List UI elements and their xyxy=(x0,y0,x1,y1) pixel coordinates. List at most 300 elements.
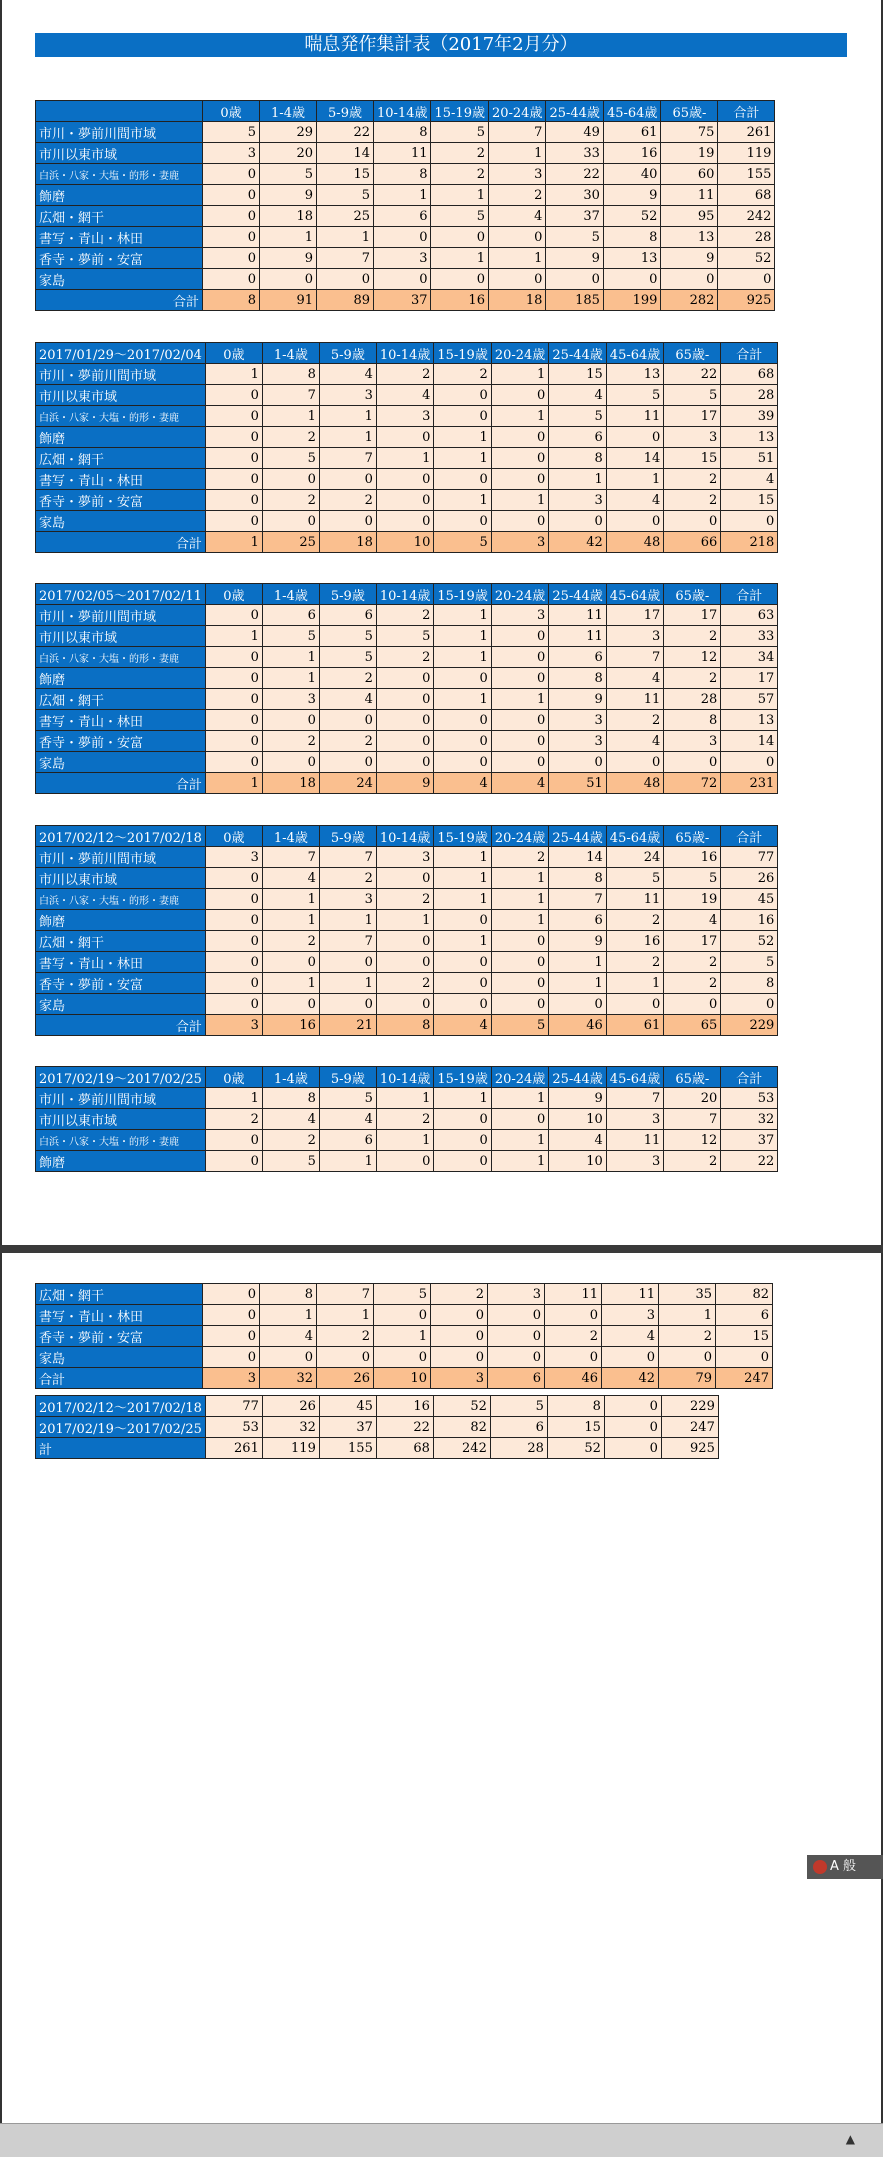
value-cell: 1 xyxy=(376,910,433,931)
value-cell: 14 xyxy=(721,731,778,752)
value-cell: 0 xyxy=(262,994,319,1015)
area-label: 飾磨 xyxy=(36,427,206,448)
value-cell: 6 xyxy=(374,206,431,227)
value-cell: 2 xyxy=(431,143,488,164)
total-cell: 6 xyxy=(488,1368,545,1389)
value-cell: 82 xyxy=(716,1284,773,1305)
value-cell: 0 xyxy=(491,626,548,647)
value-cell: 9 xyxy=(260,185,317,206)
table-row xyxy=(36,952,778,973)
value-cell: 8 xyxy=(603,227,660,248)
value-cell: 2 xyxy=(606,952,663,973)
area-label: 香寺・夢前・安富 xyxy=(36,731,206,752)
value-cell: 0 xyxy=(491,469,548,490)
age-header: 20-24歳 xyxy=(491,826,548,847)
summary-cell: 261 xyxy=(205,1438,262,1459)
total-cell: 4 xyxy=(434,1015,491,1036)
value-cell: 2 xyxy=(431,1284,488,1305)
value-cell: 39 xyxy=(721,406,778,427)
table-row xyxy=(36,710,778,731)
value-cell: 1 xyxy=(491,1151,548,1172)
age-header: 合計 xyxy=(721,826,778,847)
summary-cell: 53 xyxy=(205,1417,262,1438)
value-cell: 0 xyxy=(317,269,374,290)
value-cell: 2 xyxy=(376,647,433,668)
summary-cell: 0 xyxy=(604,1417,661,1438)
value-cell: 0 xyxy=(664,511,721,532)
value-cell: 0 xyxy=(431,269,488,290)
value-cell: 22 xyxy=(664,364,721,385)
value-cell: 0 xyxy=(203,1326,260,1347)
area-label: 書写・青山・林田 xyxy=(36,710,206,731)
table-row xyxy=(36,668,778,689)
summary-row xyxy=(36,1396,719,1417)
value-cell: 0 xyxy=(606,427,663,448)
value-cell: 1 xyxy=(205,1088,262,1109)
value-cell: 10 xyxy=(549,1151,606,1172)
value-cell: 28 xyxy=(721,385,778,406)
value-cell: 3 xyxy=(319,889,376,910)
value-cell: 0 xyxy=(491,427,548,448)
value-cell: 5 xyxy=(374,1284,431,1305)
table-row xyxy=(36,185,775,206)
age-header: 10-14歳 xyxy=(376,1067,433,1088)
value-cell: 0 xyxy=(205,427,262,448)
block-table-1 xyxy=(35,342,778,553)
value-cell: 1 xyxy=(606,973,663,994)
value-cell: 0 xyxy=(376,868,433,889)
table-row xyxy=(36,164,775,185)
value-cell: 0 xyxy=(491,952,548,973)
value-cell: 32 xyxy=(721,1109,778,1130)
value-cell: 77 xyxy=(721,847,778,868)
value-cell: 0 xyxy=(488,227,545,248)
value-cell: 22 xyxy=(546,164,603,185)
value-cell: 0 xyxy=(374,227,431,248)
value-cell: 14 xyxy=(317,143,374,164)
table-row xyxy=(36,889,778,910)
total-cell: 5 xyxy=(491,1015,548,1036)
value-cell: 1 xyxy=(491,889,548,910)
table-row xyxy=(36,731,778,752)
value-cell: 0 xyxy=(664,994,721,1015)
value-cell: 1 xyxy=(376,1088,433,1109)
area-label: 書写・青山・林田 xyxy=(36,227,203,248)
value-cell: 0 xyxy=(434,1109,491,1130)
total-cell: 21 xyxy=(319,1015,376,1036)
value-cell: 57 xyxy=(721,689,778,710)
table-row xyxy=(36,1305,773,1326)
value-cell: 1 xyxy=(260,1305,317,1326)
value-cell: 2 xyxy=(262,490,319,511)
value-cell: 30 xyxy=(546,185,603,206)
value-cell: 1 xyxy=(319,1151,376,1172)
value-cell: 0 xyxy=(431,1305,488,1326)
value-cell: 37 xyxy=(721,1130,778,1151)
value-cell: 1 xyxy=(549,973,606,994)
age-header: 20-24歳 xyxy=(491,584,548,605)
value-cell: 1 xyxy=(434,605,491,626)
value-cell: 0 xyxy=(434,752,491,773)
page-title: 喘息発作集計表（2017年2月分） xyxy=(35,33,847,57)
value-cell: 0 xyxy=(721,752,778,773)
value-cell: 1 xyxy=(434,1088,491,1109)
age-header: 45-64歳 xyxy=(606,826,663,847)
value-cell: 0 xyxy=(319,952,376,973)
value-cell: 5 xyxy=(319,1088,376,1109)
age-header: 1-4歳 xyxy=(262,1067,319,1088)
value-cell: 1 xyxy=(434,847,491,868)
value-cell: 0 xyxy=(205,952,262,973)
value-cell: 2 xyxy=(319,490,376,511)
value-cell: 1 xyxy=(431,248,488,269)
value-cell: 61 xyxy=(603,122,660,143)
value-cell: 1 xyxy=(491,1088,548,1109)
area-label: 市川・夢前川間市域 xyxy=(36,847,206,868)
total-cell: 3 xyxy=(431,1368,488,1389)
value-cell: 7 xyxy=(317,1284,374,1305)
value-cell: 9 xyxy=(260,248,317,269)
value-cell: 51 xyxy=(721,448,778,469)
value-cell: 1 xyxy=(434,427,491,448)
value-cell: 1 xyxy=(374,1326,431,1347)
area-label: 市川以東市域 xyxy=(36,385,206,406)
header-row xyxy=(36,101,775,122)
value-cell: 2 xyxy=(262,427,319,448)
value-cell: 7 xyxy=(488,122,545,143)
total-cell: 925 xyxy=(718,290,775,311)
value-cell: 0 xyxy=(603,269,660,290)
area-label: 市川・夢前川間市域 xyxy=(36,122,203,143)
value-cell: 3 xyxy=(488,164,545,185)
table-row xyxy=(36,868,778,889)
value-cell: 2 xyxy=(606,910,663,931)
total-cell: 42 xyxy=(602,1368,659,1389)
value-cell: 17 xyxy=(664,406,721,427)
total-cell: 1 xyxy=(205,532,262,553)
summary-cell: 22 xyxy=(376,1417,433,1438)
value-cell: 5 xyxy=(262,1151,319,1172)
value-cell: 11 xyxy=(549,626,606,647)
block-table-3 xyxy=(35,825,778,1036)
value-cell: 0 xyxy=(205,469,262,490)
value-cell: 0 xyxy=(434,385,491,406)
age-header: 25-44歳 xyxy=(549,1067,606,1088)
block-table-2 xyxy=(35,583,778,794)
value-cell: 5 xyxy=(606,868,663,889)
summary-row xyxy=(36,1417,719,1438)
value-cell: 0 xyxy=(374,1347,431,1368)
total-label: 合計 xyxy=(36,290,203,311)
area-label: 市川・夢前川間市域 xyxy=(36,364,206,385)
area-label: 広畑・網干 xyxy=(36,689,206,710)
value-cell: 4 xyxy=(262,868,319,889)
total-cell: 8 xyxy=(376,1015,433,1036)
value-cell: 13 xyxy=(661,227,718,248)
value-cell: 0 xyxy=(205,448,262,469)
value-cell: 0 xyxy=(205,605,262,626)
value-cell: 0 xyxy=(491,752,548,773)
table-row xyxy=(36,752,778,773)
value-cell: 5 xyxy=(319,647,376,668)
value-cell: 6 xyxy=(549,647,606,668)
value-cell: 1 xyxy=(262,910,319,931)
summary-cell: 0 xyxy=(604,1396,661,1417)
total-cell: 65 xyxy=(664,1015,721,1036)
value-cell: 9 xyxy=(549,931,606,952)
value-cell: 3 xyxy=(205,847,262,868)
value-cell: 0 xyxy=(434,994,491,1015)
value-cell: 0 xyxy=(260,269,317,290)
summary-cell: 82 xyxy=(433,1417,490,1438)
value-cell: 0 xyxy=(205,385,262,406)
table-row xyxy=(36,490,778,511)
total-cell: 9 xyxy=(376,773,433,794)
value-cell: 60 xyxy=(661,164,718,185)
age-header: 65歳- xyxy=(664,584,721,605)
value-cell: 1 xyxy=(376,448,433,469)
total-cell: 89 xyxy=(317,290,374,311)
acrobat-widget[interactable] xyxy=(807,1855,883,1879)
acrobat-widget-label: A 般 xyxy=(830,1859,857,1874)
age-header: 20-24歳 xyxy=(488,101,545,122)
total-cell: 231 xyxy=(721,773,778,794)
period-label: 2017/02/05～2017/02/11 xyxy=(36,584,206,605)
value-cell: 0 xyxy=(376,469,433,490)
value-cell: 11 xyxy=(606,406,663,427)
value-cell: 15 xyxy=(317,164,374,185)
value-cell: 4 xyxy=(549,385,606,406)
summary-cell: 52 xyxy=(547,1438,604,1459)
value-cell: 5 xyxy=(431,206,488,227)
value-cell: 20 xyxy=(260,143,317,164)
table-row xyxy=(36,626,778,647)
value-cell: 2 xyxy=(491,847,548,868)
value-cell: 2 xyxy=(659,1326,716,1347)
table-row xyxy=(36,227,775,248)
area-label: 広畑・網干 xyxy=(36,931,206,952)
value-cell: 7 xyxy=(262,847,319,868)
value-cell: 0 xyxy=(491,973,548,994)
value-cell: 5 xyxy=(721,952,778,973)
value-cell: 0 xyxy=(376,752,433,773)
area-label: 飾磨 xyxy=(36,1151,206,1172)
summary-cell: 37 xyxy=(319,1417,376,1438)
value-cell: 2 xyxy=(262,731,319,752)
value-cell: 261 xyxy=(718,122,775,143)
summary-cell: 6 xyxy=(490,1417,547,1438)
age-header: 0歳 xyxy=(205,826,262,847)
area-label: 書写・青山・林田 xyxy=(36,469,206,490)
value-cell: 2 xyxy=(545,1326,602,1347)
value-cell: 5 xyxy=(376,626,433,647)
value-cell: 5 xyxy=(606,385,663,406)
value-cell: 1 xyxy=(205,626,262,647)
value-cell: 9 xyxy=(603,185,660,206)
value-cell: 7 xyxy=(664,1109,721,1130)
area-label: 白浜・八家・大塩・的形・妻鹿 xyxy=(36,647,206,668)
total-row xyxy=(36,290,775,311)
value-cell: 26 xyxy=(721,868,778,889)
total-cell: 72 xyxy=(664,773,721,794)
bottom-scrollbar[interactable] xyxy=(0,2123,883,2157)
age-header: 20-24歳 xyxy=(491,343,548,364)
value-cell: 2 xyxy=(664,626,721,647)
total-cell: 26 xyxy=(317,1368,374,1389)
value-cell: 3 xyxy=(262,689,319,710)
scroll-up-arrow-icon[interactable]: ▲ xyxy=(845,2132,855,2146)
value-cell: 1 xyxy=(317,1305,374,1326)
value-cell: 6 xyxy=(549,910,606,931)
value-cell: 0 xyxy=(434,710,491,731)
value-cell: 0 xyxy=(205,973,262,994)
total-label: 合計 xyxy=(36,532,206,553)
value-cell: 16 xyxy=(603,143,660,164)
summary-cell: 45 xyxy=(319,1396,376,1417)
total-cell: 10 xyxy=(374,1368,431,1389)
value-cell: 0 xyxy=(376,689,433,710)
age-header: 10-14歳 xyxy=(376,584,433,605)
value-cell: 49 xyxy=(546,122,603,143)
table-row xyxy=(36,1130,778,1151)
value-cell: 4 xyxy=(549,1130,606,1151)
value-cell: 11 xyxy=(606,689,663,710)
value-cell: 0 xyxy=(434,511,491,532)
area-label: 白浜・八家・大塩・的形・妻鹿 xyxy=(36,164,203,185)
value-cell: 13 xyxy=(721,427,778,448)
age-header: 合計 xyxy=(721,343,778,364)
value-cell: 0 xyxy=(205,931,262,952)
age-header: 5-9歳 xyxy=(319,826,376,847)
age-header: 65歳- xyxy=(661,101,718,122)
value-cell: 2 xyxy=(664,973,721,994)
total-cell: 24 xyxy=(319,773,376,794)
value-cell: 8 xyxy=(374,122,431,143)
value-cell: 68 xyxy=(718,185,775,206)
header-row xyxy=(36,1067,778,1088)
value-cell: 17 xyxy=(664,605,721,626)
value-cell: 2 xyxy=(319,731,376,752)
area-label: 市川以東市域 xyxy=(36,868,206,889)
age-header: 5-9歳 xyxy=(319,584,376,605)
value-cell: 4 xyxy=(376,385,433,406)
age-header: 20-24歳 xyxy=(491,1067,548,1088)
value-cell: 0 xyxy=(376,731,433,752)
value-cell: 5 xyxy=(546,227,603,248)
value-cell: 3 xyxy=(606,1151,663,1172)
value-cell: 1 xyxy=(434,889,491,910)
value-cell: 52 xyxy=(721,931,778,952)
value-cell: 0 xyxy=(262,752,319,773)
area-label: 飾磨 xyxy=(36,185,203,206)
value-cell: 1 xyxy=(376,1130,433,1151)
value-cell: 3 xyxy=(602,1305,659,1326)
value-cell: 8 xyxy=(549,668,606,689)
value-cell: 0 xyxy=(376,994,433,1015)
total-cell: 229 xyxy=(721,1015,778,1036)
area-label: 飾磨 xyxy=(36,910,206,931)
value-cell: 0 xyxy=(376,1151,433,1172)
value-cell: 10 xyxy=(549,1109,606,1130)
value-cell: 3 xyxy=(664,427,721,448)
value-cell: 0 xyxy=(319,710,376,731)
value-cell: 8 xyxy=(374,164,431,185)
value-cell: 12 xyxy=(664,647,721,668)
value-cell: 8 xyxy=(549,868,606,889)
value-cell: 3 xyxy=(319,385,376,406)
summary-cell: 32 xyxy=(262,1417,319,1438)
value-cell: 1 xyxy=(491,1130,548,1151)
area-label: 家島 xyxy=(36,1347,203,1368)
value-cell: 1 xyxy=(262,647,319,668)
value-cell: 4 xyxy=(488,206,545,227)
value-cell: 0 xyxy=(205,752,262,773)
value-cell: 0 xyxy=(491,668,548,689)
age-header: 15-19歳 xyxy=(434,1067,491,1088)
table-row xyxy=(36,1109,778,1130)
age-header: 1-4歳 xyxy=(262,584,319,605)
value-cell: 8 xyxy=(721,973,778,994)
value-cell: 119 xyxy=(718,143,775,164)
value-cell: 3 xyxy=(549,490,606,511)
value-cell: 0 xyxy=(374,269,431,290)
value-cell: 3 xyxy=(376,406,433,427)
age-header: 15-19歳 xyxy=(431,101,488,122)
value-cell: 0 xyxy=(664,752,721,773)
value-cell: 3 xyxy=(549,731,606,752)
total-cell: 42 xyxy=(549,532,606,553)
value-cell: 0 xyxy=(205,490,262,511)
value-cell: 4 xyxy=(262,1109,319,1130)
total-cell: 16 xyxy=(262,1015,319,1036)
table-row xyxy=(36,973,778,994)
header-row xyxy=(36,584,778,605)
value-cell: 18 xyxy=(260,206,317,227)
total-cell: 8 xyxy=(203,290,260,311)
acrobat-icon xyxy=(813,1860,827,1874)
summary-cell: 0 xyxy=(604,1438,661,1459)
value-cell: 0 xyxy=(203,206,260,227)
age-header: 25-44歳 xyxy=(549,343,606,364)
value-cell: 7 xyxy=(319,448,376,469)
value-cell: 0 xyxy=(319,752,376,773)
value-cell: 2 xyxy=(376,364,433,385)
summary-cell: 77 xyxy=(205,1396,262,1417)
age-header: 65歳- xyxy=(664,826,721,847)
age-header: 10-14歳 xyxy=(376,826,433,847)
value-cell: 34 xyxy=(721,647,778,668)
sheet-page-2 xyxy=(0,1253,883,2123)
value-cell: 0 xyxy=(374,1305,431,1326)
value-cell: 0 xyxy=(606,994,663,1015)
value-cell: 0 xyxy=(491,511,548,532)
value-cell: 0 xyxy=(602,1347,659,1368)
period-label: 2017/02/19～2017/02/25 xyxy=(36,1067,206,1088)
value-cell: 2 xyxy=(606,710,663,731)
total-cell: 5 xyxy=(434,532,491,553)
value-cell: 0 xyxy=(431,227,488,248)
table-row xyxy=(36,847,778,868)
area-label: 市川以東市域 xyxy=(36,626,206,647)
value-cell: 17 xyxy=(664,931,721,952)
total-cell: 3 xyxy=(203,1368,260,1389)
value-cell: 8 xyxy=(262,1088,319,1109)
value-cell: 0 xyxy=(718,269,775,290)
table-row xyxy=(36,206,775,227)
summary-cell: 119 xyxy=(262,1438,319,1459)
value-cell: 0 xyxy=(721,994,778,1015)
value-cell: 5 xyxy=(317,185,374,206)
